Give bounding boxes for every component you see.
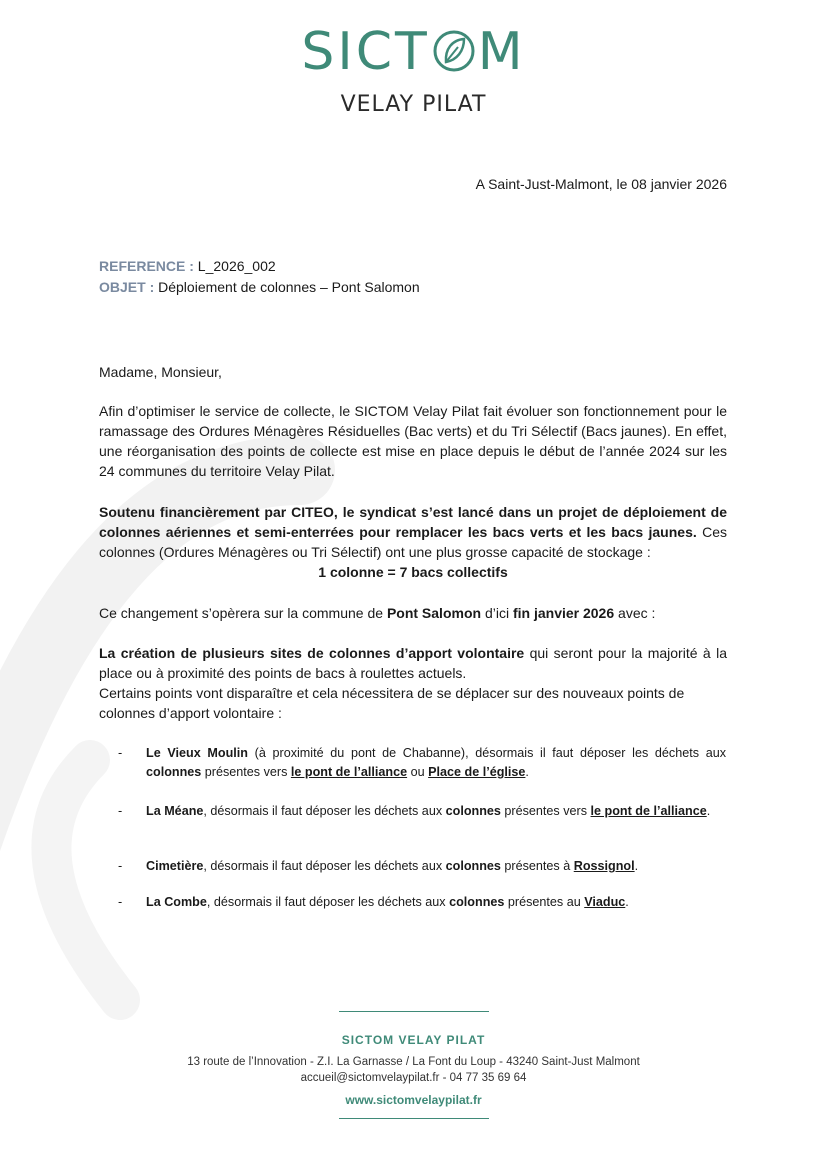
reference-line — [99, 258, 276, 274]
logo-sictom — [0, 22, 827, 82]
logo-text-left: SICT — [301, 22, 430, 82]
object-line — [99, 279, 420, 295]
colonnes-word: colonnes — [449, 895, 505, 909]
colonnes-word: colonnes — [445, 859, 501, 873]
list-end: . — [706, 804, 711, 818]
object-label: OBJET : — [99, 279, 155, 295]
date-line: A Saint-Just-Malmont, le 08 janvier 2026 — [475, 176, 727, 192]
list-end: . — [525, 765, 529, 779]
capacity-formula: 1 colonne = 7 bacs collectifs — [318, 564, 508, 580]
list-detail: (à proximité du pont de Chabanne), désormais il faut déposer les déchets aux — [247, 746, 726, 760]
paragraph-2-normal: Ces colonnes (Ordures Ménagères ou Tri Sélectif) ont une plus grosse capacité de stockage : — [99, 524, 727, 560]
logo-text-right: M — [477, 22, 526, 82]
collection-points-list-4 — [118, 893, 726, 912]
list-dash: - — [118, 746, 123, 760]
paragraph-4-bold: La création de plusieurs sites de colonnes d’apport volontaire — [99, 645, 525, 661]
paragraph-3 — [99, 603, 727, 623]
paragraph-4-line2: Certains points vont disparaître et cela nécessitera de se déplacer sur des nouveaux points de colonnes d’apport volontaire : — [99, 685, 685, 721]
collection-points-list — [118, 744, 726, 782]
list-end: . — [625, 895, 629, 909]
place-name: La Combe — [146, 895, 207, 909]
logo-subtitle: VELAY PILAT — [340, 92, 487, 117]
list-item — [118, 802, 726, 821]
list-dash: - — [118, 804, 123, 818]
list-mid: présentes vers — [500, 804, 591, 818]
list-detail: , désormais il faut déposer les déchets aux — [206, 895, 450, 909]
deadline: fin janvier 2026 — [512, 605, 615, 621]
destination: Place de l’église — [428, 765, 526, 779]
object-value: Déploiement de colonnes – Pont Salomon — [154, 279, 420, 295]
destination: Rossignol — [573, 859, 635, 873]
reference-value: L_2026_002 — [193, 258, 276, 274]
paragraph-4 — [99, 643, 727, 723]
collection-points-list-2 — [118, 802, 726, 821]
footer-contact: accueil@sictomvelaypilat.fr - 04 77 35 69 64 — [300, 1072, 527, 1084]
footer-title: SICTOM VELAY PILAT — [341, 1033, 486, 1047]
list-detail: , désormais il faut déposer les déchets aux — [203, 859, 446, 873]
p3-e: avec : — [614, 605, 656, 621]
list-item — [118, 744, 726, 782]
list-dash: - — [118, 895, 123, 909]
colonnes-word: colonnes — [445, 804, 501, 818]
list-item — [118, 857, 726, 876]
p3-c: d’ici — [481, 605, 513, 621]
list-or: ou — [407, 765, 429, 779]
list-item — [118, 893, 726, 912]
place-name: Cimetière — [146, 859, 204, 873]
list-detail: , désormais il faut déposer les déchets aux — [203, 804, 446, 818]
paragraph-2-bold: Soutenu financièrement par CITEO, le syndicat s’est lancé dans un projet de déploiement de colonnes aériennes et semi-enterrées pour remplacer les bacs verts et les bacs jaunes. — [99, 504, 727, 540]
destination: le pont de l’alliance — [290, 765, 408, 779]
footer-website[interactable]: www.sictomvelaypilat.fr — [345, 1093, 482, 1107]
destination: le pont de l’alliance — [590, 804, 707, 818]
list-mid: présentes vers — [201, 765, 291, 779]
greeting — [99, 362, 727, 382]
list-mid: présentes au — [504, 895, 585, 909]
collection-points-list-3 — [118, 857, 726, 876]
footer-rule-top — [339, 1011, 489, 1012]
list-end: . — [634, 859, 639, 873]
commune-name: Pont Salomon — [386, 605, 482, 621]
greeting-text: Madame, Monsieur, — [99, 364, 222, 380]
reference-label: REFERENCE : — [99, 258, 194, 274]
paragraph-4-normal: qui seront pour la majorité à la place ou à proximité des points de bacs à roulettes actuels. — [99, 645, 727, 681]
colonnes-word: colonnes — [146, 765, 202, 779]
paragraph-1 — [99, 401, 727, 481]
list-dash: - — [118, 859, 123, 873]
place-name: Le Vieux Moulin — [146, 746, 248, 760]
footer-rule-bottom — [339, 1118, 489, 1119]
place-name: La Méane — [146, 804, 204, 818]
destination: Viaduc — [584, 895, 626, 909]
list-mid: présentes à — [500, 859, 574, 873]
leaf-o-icon — [432, 29, 476, 73]
paragraph-1-text: Afin d’optimiser le service de collecte, le SICTOM Velay Pilat fait évoluer son fonctionnement pour le ramassage des Ordures Ménagères Résiduelles (Bac verts) et du Tri Sélectif (Bacs jaunes). En effet, une réorganisation des points de collecte est mise en place depuis le début de l’année 2024 sur les 24 communes du territoire Velay Pilat. — [99, 403, 727, 479]
paragraph-2 — [99, 502, 727, 582]
footer-address: 13 route de l’Innovation - Z.I. La Garnasse / La Font du Loup - 43240 Saint-Just Malmont — [187, 1056, 640, 1068]
p3-a: Ce changement s’opèrera sur la commune de — [99, 605, 387, 621]
